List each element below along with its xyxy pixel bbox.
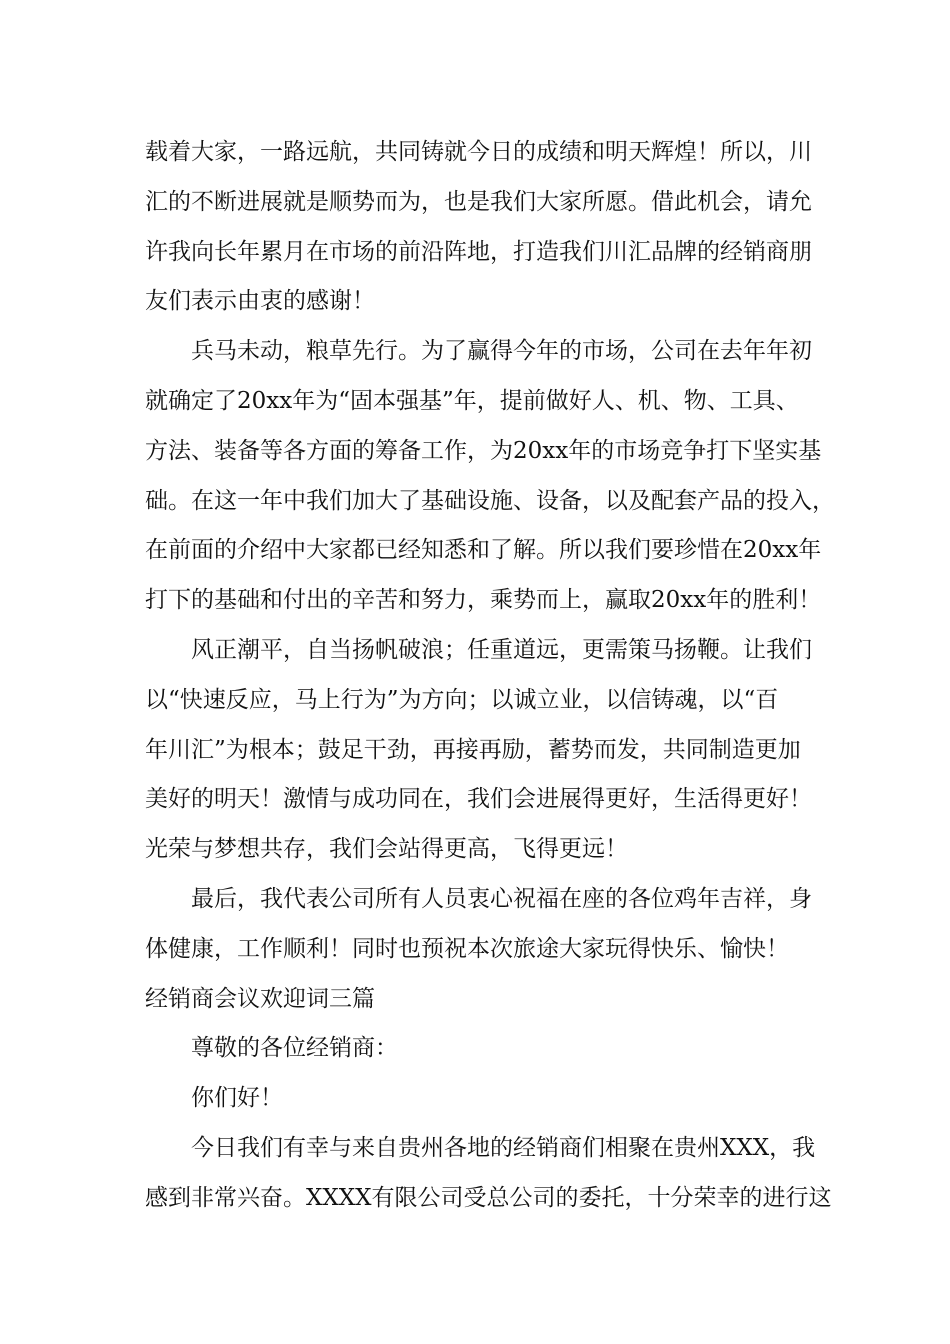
text-line: 在前面的介绍中大家都已经知悉和了解。所以我们要珍惜在20xx年 [145, 537, 822, 564]
text-line: 兵马未动，粮草先行。为了赢得今年的市场，公司在去年年初 [191, 338, 812, 365]
text-line: 美好的明天！激情与成功同在，我们会进展得更好，生活得更好！ [145, 786, 812, 813]
text-line: 础。在这一年中我们加大了基础设施、设备，以及配套产品的投入， [145, 487, 835, 514]
text-line: 风正潮平，自当扬帆破浪；任重道远，更需策马扬鞭。让我们 [191, 636, 812, 663]
document-body [145, 128, 835, 1224]
text-line: 感到非常兴奋。XXXX有限公司受总公司的委托，十分荣幸的进行这 [145, 1184, 832, 1211]
text-line: 打下的基础和付出的辛苦和努力，乘势而上，赢取20xx年的胜利！ [145, 587, 822, 614]
text-line: 友们表示由衷的感谢！ [145, 288, 375, 315]
text-line: 方法、装备等各方面的筹备工作，为20xx年的市场竞争打下坚实基 [145, 437, 822, 464]
text-line: 最后，我代表公司所有人员衷心祝福在座的各位鸡年吉祥，身 [191, 885, 812, 912]
text-line: 经销商会议欢迎词三篇 [145, 985, 375, 1012]
text-line: 就确定了20xx年为“固本强基”年，提前做好人、机、物、工具、 [145, 387, 799, 414]
text-line: 体健康，工作顺利！同时也预祝本次旅途大家玩得快乐、愉快！ [145, 935, 789, 962]
text-line: 光荣与梦想共存，我们会站得更高，飞得更远！ [145, 836, 628, 863]
text-line: 今日我们有幸与来自贵州各地的经销商们相聚在贵州XXX，我 [191, 1134, 816, 1161]
text-line: 年川汇”为根本；鼓足干劲，再接再励，蓄势而发，共同制造更加 [145, 736, 801, 763]
text-line: 载着大家，一路远航，共同铸就今日的成绩和明天辉煌！所以，川 [145, 139, 812, 165]
text-line: 汇的不断进展就是顺势而为，也是我们大家所愿。借此机会，请允 [145, 188, 812, 215]
text-line: 尊敬的各位经销商： [191, 1035, 398, 1062]
text-line: 你们好！ [191, 1085, 283, 1112]
text-line: 许我向长年累月在市场的前沿阵地，打造我们川汇品牌的经销商朋 [145, 238, 812, 265]
text-line: 以“快速反应，马上行为”为方向；以诚立业，以信铸魂，以“百 [145, 686, 779, 713]
